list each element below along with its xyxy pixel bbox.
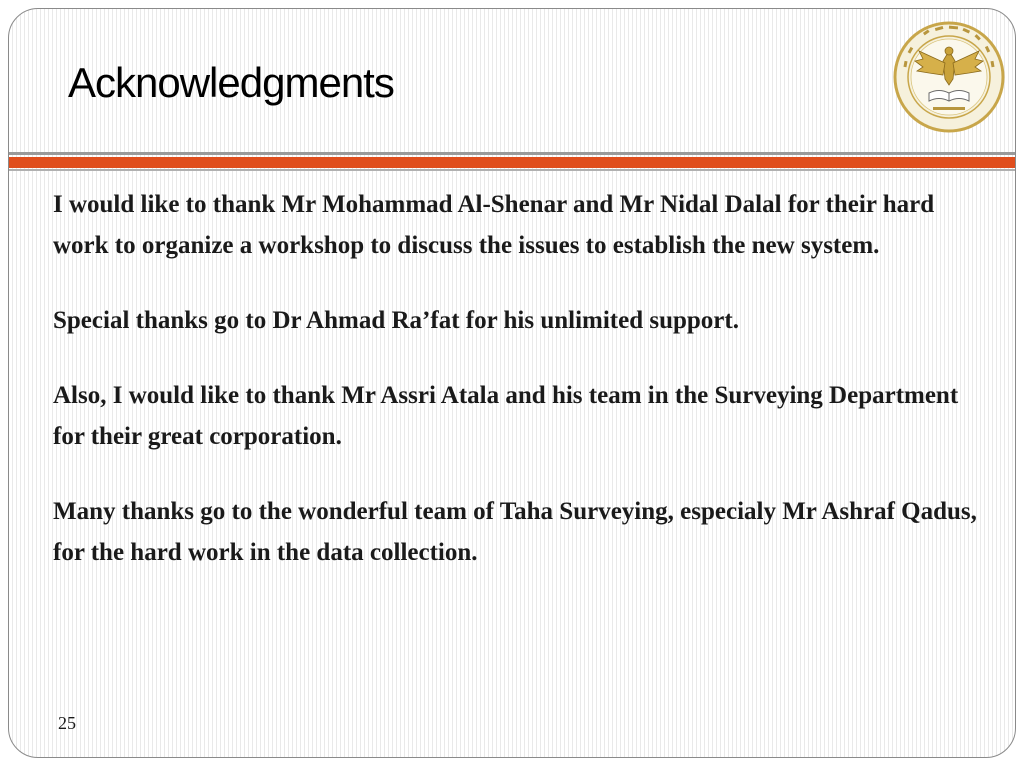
paragraph: Also, I would like to thank Mr Assri Atala and his team in the Surveying Department for their great corporation. — [53, 382, 959, 450]
header-divider-line-lower — [9, 169, 1015, 171]
slide-body — [53, 184, 993, 607]
slide — [8, 8, 1016, 758]
page-number: 25 — [58, 713, 76, 733]
paragraph: Many thanks go to the wonderful team of Taha Surveying, especialy Mr Ashraf Qadus, for the hard work in the data collection. — [53, 498, 977, 566]
slide-title: Acknowledgments — [68, 59, 394, 106]
header-divider-line — [9, 152, 1015, 155]
paragraph: I would like to thank Mr Mohammad Al-Shenar and Mr Nidal Dalal for their hard work to organize a workshop to discuss the issues to establish the new system. — [53, 191, 935, 259]
university-seal-icon — [893, 21, 1005, 133]
paragraph: Special thanks go to Dr Ahmad Ra’fat for his unlimited support. — [53, 307, 739, 334]
header-accent-bar — [9, 157, 1015, 168]
